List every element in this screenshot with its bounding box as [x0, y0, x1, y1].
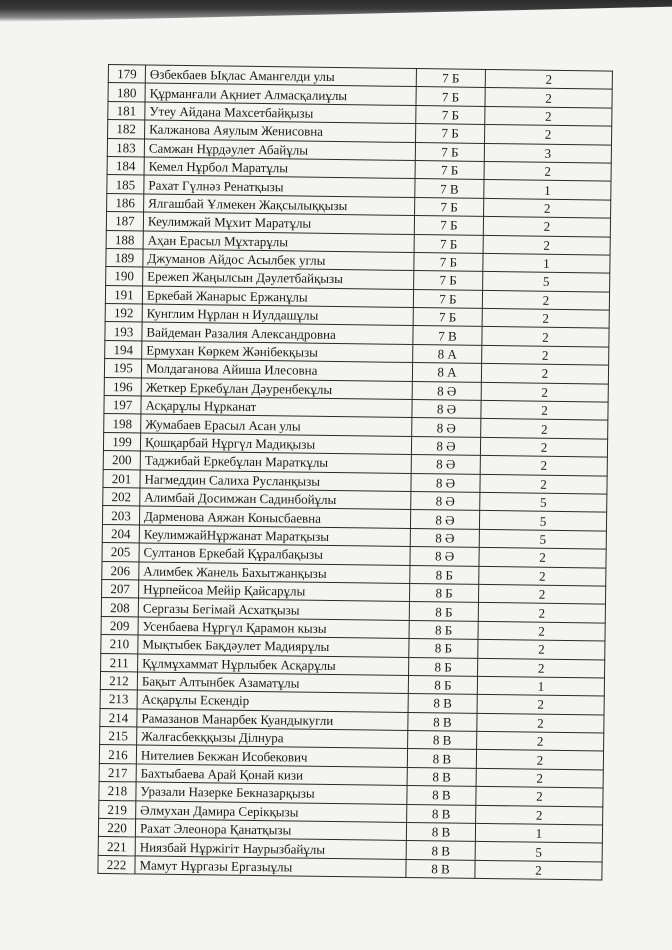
- row-number: 218: [99, 782, 136, 801]
- class-cell: 8 Б: [409, 620, 478, 639]
- row-number: 188: [106, 230, 143, 249]
- grade-cell: 2: [485, 88, 612, 108]
- student-name: Кемел Нұрбол Маратұлы: [144, 157, 415, 179]
- row-number: 180: [108, 83, 145, 102]
- grade-cell: 5: [475, 842, 602, 862]
- class-cell: 7 Б: [415, 160, 484, 179]
- class-cell: 7 Б: [415, 197, 484, 216]
- class-cell: 8 Б: [409, 602, 478, 621]
- class-cell: 8 В: [406, 841, 475, 860]
- student-name: Дарменова Аяжан Конысбаевна: [139, 506, 410, 528]
- row-number: 198: [104, 414, 141, 433]
- grade-cell: 2: [478, 658, 605, 678]
- student-name: Кеулимжай Мұхит Маратұлы: [143, 212, 414, 234]
- grade-cell: 2: [477, 731, 604, 751]
- student-name: Вайдеман Разалия Александровна: [142, 322, 413, 344]
- row-number: 213: [100, 690, 137, 709]
- grade-cell: 2: [479, 566, 606, 586]
- grade-cell: 2: [482, 327, 609, 347]
- student-name: Нұрпейсоа Мейір Қайсарұлы: [139, 580, 410, 602]
- student-name: Ермухан Көркем Жәнібекқызы: [142, 341, 413, 363]
- grade-cell: 2: [481, 400, 608, 420]
- row-number: 219: [99, 800, 136, 819]
- student-name: Усенбаева Нұргүл Қарамон кызы: [138, 617, 409, 639]
- student-name: Мықтыбек Бақдәулет Мадиярұлы: [138, 635, 409, 657]
- class-cell: 7 Б: [416, 69, 485, 88]
- class-cell: 8 А: [412, 363, 481, 382]
- grade-cell: 2: [480, 437, 607, 457]
- row-number: 206: [102, 561, 139, 580]
- row-number: 205: [102, 543, 139, 562]
- grade-cell: 1: [477, 676, 604, 696]
- student-name: Молдаганова Айиша Илесовна: [141, 359, 412, 381]
- grade-cell: 5: [479, 511, 606, 531]
- row-number: 200: [103, 451, 140, 470]
- class-cell: 7 Б: [413, 289, 482, 308]
- grade-cell: 2: [481, 419, 608, 439]
- class-cell: 8 В: [407, 804, 476, 823]
- class-cell: 8 В: [408, 712, 477, 731]
- grade-cell: 2: [478, 621, 605, 641]
- scanner-shadow: [0, 0, 672, 22]
- row-number: 191: [105, 285, 142, 304]
- row-number: 207: [102, 579, 139, 598]
- student-name: Жалғасбекққызы Ділнура: [137, 727, 408, 749]
- class-cell: 8 Ә: [411, 436, 480, 455]
- row-number: 199: [103, 432, 140, 451]
- student-name: Ережеп Жаңылсын Дәулетбайқызы: [143, 267, 414, 289]
- student-name: Құлмұхаммат Нұрлыбек Асқарұлы: [138, 653, 409, 675]
- grade-cell: 3: [484, 143, 611, 163]
- row-number: 204: [102, 524, 139, 543]
- student-name: Жеткер Еркебұлан Дәуренбекұлы: [141, 378, 412, 400]
- row-number: 190: [106, 267, 143, 286]
- row-number: 194: [105, 340, 142, 359]
- student-name: Қошқарбай Нұргүл Мадиқызы: [140, 433, 411, 455]
- grade-cell: 2: [479, 548, 606, 568]
- row-number: 221: [98, 837, 135, 856]
- student-name: Ялгашбай Ұлмекен Жақсылыққызы: [144, 194, 415, 216]
- row-number: 203: [102, 506, 139, 525]
- student-name: Алимбай Досимжан Садинбойұлы: [140, 488, 411, 510]
- student-grades-table: [97, 64, 613, 881]
- row-number: 195: [104, 359, 141, 378]
- student-name: Таджибай Еркебұлан Мараткұлы: [140, 451, 411, 473]
- row-number: 185: [107, 175, 144, 194]
- row-number: 209: [101, 616, 138, 635]
- grade-cell: 2: [482, 290, 609, 310]
- class-cell: 8 Ә: [410, 547, 479, 566]
- row-number: 216: [99, 745, 136, 764]
- class-cell: 7 Б: [415, 142, 484, 161]
- student-name: Әлмухан Дамира Серікқызы: [136, 801, 407, 823]
- student-name: Аҳан Ерасыл Мұхтарұлы: [143, 230, 414, 252]
- class-cell: 7 В: [415, 179, 484, 198]
- row-number: 201: [103, 469, 140, 488]
- student-name: Рамазанов Манарбек Куандыкугли: [137, 709, 408, 731]
- student-name: КеулимжайНұржанат Маратқызы: [139, 525, 410, 547]
- student-name: Асқарұлы Ескендір: [137, 690, 408, 712]
- row-number: 212: [100, 671, 137, 690]
- class-cell: 8 В: [407, 767, 476, 786]
- row-number: 183: [107, 138, 144, 157]
- student-name: Құрманғали Ақниет Алмасқалиұлы: [145, 83, 416, 105]
- student-name: Самжан Нұрдәулет Абайұлы: [144, 139, 415, 161]
- class-cell: 8 Б: [409, 583, 478, 602]
- row-number: 222: [98, 855, 135, 874]
- row-number: 196: [104, 377, 141, 396]
- class-cell: 8 А: [413, 344, 482, 363]
- class-cell: 8 Ә: [411, 455, 480, 474]
- class-cell: 7 Б: [414, 271, 483, 290]
- student-name: Сергазы Бегімай Асхатқызы: [138, 598, 409, 620]
- grade-cell: 2: [477, 713, 604, 733]
- grade-cell: 2: [482, 308, 609, 328]
- grade-cell: 2: [485, 69, 612, 89]
- class-cell: 8 В: [408, 731, 477, 750]
- class-cell: 8 В: [408, 694, 477, 713]
- grade-cell: 2: [478, 603, 605, 623]
- class-cell: 8 В: [406, 859, 475, 878]
- grade-cell: 5: [480, 492, 607, 512]
- row-number: 186: [107, 193, 144, 212]
- table-body: [98, 65, 613, 881]
- class-cell: 8 В: [407, 786, 476, 805]
- student-name: Рахат Элеонора Қанатқызы: [135, 819, 406, 841]
- student-name: Кунглим Нұрлан н Иулдашұлы: [142, 304, 413, 326]
- class-cell: 8 Ә: [412, 381, 481, 400]
- student-name: Алимбек Жанель Бахытжанқызы: [139, 561, 410, 583]
- row-number: 197: [104, 396, 141, 415]
- class-cell: 7 В: [413, 326, 482, 345]
- class-cell: 7 Б: [416, 105, 485, 124]
- class-cell: 8 В: [407, 749, 476, 768]
- row-number: 202: [103, 487, 140, 506]
- grade-cell: 2: [476, 750, 603, 770]
- row-number: 217: [99, 763, 136, 782]
- class-cell: 7 Б: [416, 124, 485, 143]
- grade-cell: 2: [484, 161, 611, 181]
- class-cell: 8 Ә: [410, 510, 479, 529]
- class-cell: 7 Б: [414, 252, 483, 271]
- student-name: Уразали Назерке Бекназарқызы: [136, 782, 407, 804]
- grade-cell: 5: [483, 272, 610, 292]
- row-number: 211: [101, 653, 138, 672]
- row-number: 179: [108, 65, 145, 84]
- class-cell: 8 Ә: [412, 400, 481, 419]
- row-number: 208: [101, 598, 138, 617]
- grade-cell: 2: [477, 695, 604, 715]
- grade-cell: 2: [476, 768, 603, 788]
- class-cell: 8 Б: [408, 675, 477, 694]
- grade-cell: 2: [481, 382, 608, 402]
- class-cell: 8 Б: [409, 657, 478, 676]
- grade-cell: 2: [475, 860, 602, 880]
- grade-cell: 2: [485, 106, 612, 126]
- grade-cell: 1: [483, 253, 610, 273]
- student-name: Ниязбай Нұржігіт Наурызбайұлы: [135, 837, 406, 859]
- grade-cell: 2: [478, 584, 605, 604]
- grade-cell: 1: [484, 180, 611, 200]
- row-number: 220: [98, 818, 135, 837]
- grade-cell: 2: [484, 198, 611, 218]
- class-cell: 8 Ә: [411, 491, 480, 510]
- grade-cell: 2: [480, 456, 607, 476]
- row-number: 193: [105, 322, 142, 341]
- grade-cell: 2: [481, 364, 608, 384]
- student-name: Нителиев Бекжан Исобекович: [136, 745, 407, 767]
- student-name: Джуманов Айдос Асылбек углы: [143, 249, 414, 271]
- grade-cell: 2: [484, 125, 611, 145]
- row-number: 187: [106, 212, 143, 231]
- class-cell: 8 В: [406, 822, 475, 841]
- student-name: Өзбекбаев Ықлас Амангелди улы: [145, 65, 416, 87]
- student-name: Мамут Нұргазы Ергазыұлы: [135, 856, 406, 878]
- grade-cell: 2: [476, 805, 603, 825]
- row-number: 184: [107, 156, 144, 175]
- row-number: 182: [108, 120, 145, 139]
- class-cell: 7 Б: [416, 87, 485, 106]
- student-name: Асқарұлы Нұрканат: [141, 396, 412, 418]
- student-name: Рахат Гүлнәз Ренатқызы: [144, 175, 415, 197]
- row-number: 192: [105, 304, 142, 323]
- grade-cell: 2: [476, 787, 603, 807]
- class-cell: 8 Б: [409, 639, 478, 658]
- row-number: 215: [100, 727, 137, 746]
- class-cell: 8 Ә: [410, 528, 479, 547]
- class-cell: 8 Ә: [411, 473, 480, 492]
- student-name: Еркебай Жанарыс Ержанұлы: [142, 286, 413, 308]
- row-number: 210: [101, 635, 138, 654]
- student-name: Султанов Еркебай Құралбақызы: [139, 543, 410, 565]
- student-name: Нагмеддин Салиха Русланқызы: [140, 470, 411, 492]
- class-cell: 7 Б: [414, 216, 483, 235]
- grade-cell: 1: [475, 823, 602, 843]
- row-number: 214: [100, 708, 137, 727]
- class-cell: 7 Б: [414, 234, 483, 253]
- grade-cell: 2: [480, 474, 607, 494]
- student-name: Бақыт Алтынбек Азаматұлы: [137, 672, 408, 694]
- grade-cell: 2: [483, 235, 610, 255]
- row-number: 189: [106, 248, 143, 267]
- grade-cell: 5: [479, 529, 606, 549]
- student-name: Жумабаев Ерасыл Асан улы: [141, 414, 412, 436]
- grade-cell: 2: [482, 345, 609, 365]
- grade-cell: 2: [483, 217, 610, 237]
- student-name: Бахтыбаева Арай Қонай кизи: [136, 764, 407, 786]
- grade-cell: 2: [478, 640, 605, 660]
- class-cell: 8 Б: [410, 565, 479, 584]
- class-cell: 7 Б: [413, 308, 482, 327]
- row-number: 181: [108, 101, 145, 120]
- class-cell: 8 Ә: [412, 418, 481, 437]
- student-name: Утеу Айдана Махсетбайқызы: [145, 102, 416, 124]
- student-name: Калжанова Аяулым Женисовна: [145, 120, 416, 142]
